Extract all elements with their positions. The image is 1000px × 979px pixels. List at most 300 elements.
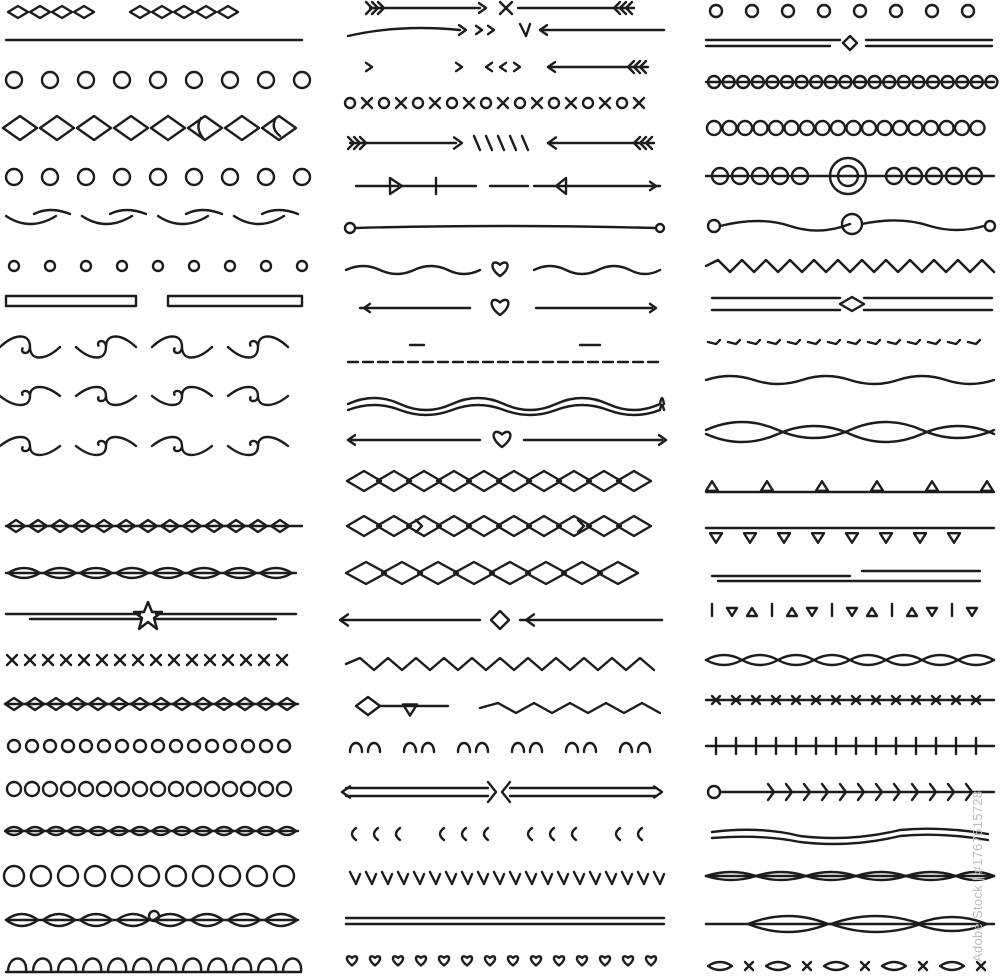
hook-mark	[352, 828, 356, 840]
arc-ornament	[158, 216, 208, 224]
o-mark	[549, 98, 559, 108]
heart-icon	[347, 956, 357, 965]
bead-circle	[862, 121, 876, 135]
curl-loop	[133, 959, 151, 973]
x-mark	[861, 962, 869, 970]
circle-link	[187, 782, 201, 796]
triangle-icon	[967, 608, 977, 616]
ellipse-link	[824, 962, 848, 970]
triangle-icon	[807, 608, 817, 616]
x-mark	[151, 655, 161, 665]
arrow-head	[502, 782, 510, 802]
loop-circle	[4, 866, 24, 886]
heart-icon	[623, 956, 633, 965]
bubble-arc	[584, 743, 596, 752]
hook-mark	[374, 828, 378, 840]
bubble-arc	[458, 743, 470, 752]
wave-line	[706, 376, 994, 384]
x-mark	[745, 962, 753, 970]
bead-circle	[847, 121, 861, 135]
loop-circle	[31, 866, 51, 886]
x-mark	[532, 98, 542, 108]
hook-mark	[462, 828, 466, 840]
arrow-chevron	[514, 63, 520, 71]
diamond-ornament	[188, 116, 222, 140]
circle-link	[25, 782, 39, 796]
o-mark	[515, 98, 525, 108]
circle-ornament	[222, 169, 238, 185]
pin-dot	[656, 224, 664, 232]
wave-line	[720, 221, 850, 231]
arc-ornament	[262, 210, 298, 214]
small-circle	[81, 261, 91, 271]
circle-ornament	[294, 72, 310, 88]
circle-link	[259, 782, 273, 796]
triangle-icon	[816, 481, 828, 491]
circle-link	[79, 782, 93, 796]
dash-fragment	[888, 340, 900, 344]
o-mark	[481, 98, 491, 108]
arrow-chevron	[456, 63, 462, 71]
small-circle	[261, 261, 271, 271]
curl-loop	[33, 959, 51, 973]
diamond-ornament	[77, 116, 111, 140]
loop-circle	[247, 866, 267, 886]
tick-mark	[366, 872, 376, 884]
circle-ornament	[114, 169, 130, 185]
tick-mark	[574, 872, 584, 884]
diamond-ornament	[225, 116, 259, 140]
circle-ornament	[42, 72, 58, 88]
circle-ornament	[42, 169, 58, 185]
triangle-icon	[710, 533, 722, 543]
x-mark	[223, 655, 233, 665]
circle-link	[242, 740, 254, 752]
curl-loop	[8, 959, 26, 973]
circle-link	[43, 782, 57, 796]
loop-circle	[166, 866, 186, 886]
ellipse-link	[766, 962, 790, 970]
hook-mark	[638, 828, 642, 840]
swirl-flourish	[76, 387, 136, 405]
circle-link	[224, 740, 236, 752]
x-mark	[241, 655, 251, 665]
o-mark	[345, 98, 355, 108]
circle-link	[205, 782, 219, 796]
diamond-ornament	[491, 611, 509, 629]
bead-circle	[738, 121, 752, 135]
circle-link	[115, 782, 129, 796]
arc-ornament	[234, 216, 284, 224]
ellipse-link	[940, 962, 964, 970]
heart-icon	[554, 956, 564, 965]
dash-fragment	[848, 340, 860, 344]
circle-ornament	[926, 5, 938, 17]
tick-mark	[398, 872, 408, 884]
x-mark	[277, 655, 287, 665]
triangle-icon	[927, 608, 937, 616]
circle-ornament	[854, 5, 866, 17]
rule-line	[356, 226, 656, 228]
x-mark	[919, 962, 927, 970]
tick-mark	[590, 872, 600, 884]
x-mark	[133, 655, 143, 665]
diamond-chain-link	[218, 6, 238, 18]
circle-ornament	[150, 169, 166, 185]
bubble-arc	[422, 743, 434, 752]
diamond-chain-link	[174, 6, 194, 18]
bead-circle	[971, 121, 985, 135]
hook-mark	[440, 828, 444, 840]
dash-fragment	[828, 340, 840, 344]
tick-mark	[510, 872, 520, 884]
swirl-flourish	[0, 437, 60, 455]
pin-dot	[345, 223, 355, 233]
bead-circle	[769, 121, 783, 135]
rough-wave	[712, 835, 988, 844]
bead-circle	[955, 121, 969, 135]
dash-fragment	[788, 340, 800, 344]
tick-mark	[478, 872, 488, 884]
arrow-chevron	[476, 26, 482, 34]
tick-mark	[638, 872, 648, 884]
circle-ornament	[6, 169, 22, 185]
tick-mark	[486, 136, 492, 150]
triangle-icon	[914, 533, 926, 543]
heart-icon	[492, 300, 509, 315]
heart-icon	[462, 956, 472, 965]
zigzag-line	[706, 260, 994, 272]
tick-mark	[498, 136, 504, 150]
diamond-chain-link	[526, 562, 566, 584]
bead-circle	[754, 121, 768, 135]
dash-fragment	[808, 340, 820, 344]
bead-circle	[940, 121, 954, 135]
x-mark	[61, 655, 71, 665]
curl-loop	[83, 959, 101, 973]
bubble-arc	[404, 743, 416, 752]
swirl-flourish	[228, 337, 288, 358]
bubble-arc	[638, 743, 650, 752]
bubble-arc	[530, 743, 542, 752]
curl-loop	[108, 959, 126, 973]
curl-loop	[158, 959, 176, 973]
small-circle	[45, 261, 55, 271]
scribble-line	[346, 658, 654, 670]
circle-link	[188, 740, 200, 752]
loop-circle	[85, 866, 105, 886]
arc-ornament	[6, 216, 56, 224]
triangle-icon	[880, 533, 892, 543]
circle-ornament	[222, 72, 238, 88]
wave-line	[862, 220, 984, 230]
small-circle	[189, 261, 199, 271]
x-mark	[115, 655, 125, 665]
diamond-chain-link	[52, 6, 72, 18]
circle-link	[133, 782, 147, 796]
heart-icon	[494, 432, 511, 447]
x-mark	[566, 98, 576, 108]
circle-ornament	[78, 72, 94, 88]
circle-ornament	[710, 5, 722, 17]
diamond-chain-link	[130, 6, 150, 18]
bead-circle	[924, 121, 938, 135]
small-circle	[297, 261, 307, 271]
pin-dot	[708, 786, 720, 798]
bead-circle	[909, 121, 923, 135]
x-mark	[25, 655, 35, 665]
heart-icon	[370, 956, 380, 965]
tick-mark	[654, 872, 664, 884]
bead-circle	[816, 121, 830, 135]
heart-icon	[416, 956, 426, 965]
x-mark	[79, 655, 89, 665]
x-mark	[259, 655, 269, 665]
bead-circle	[785, 121, 799, 135]
heart-icon	[393, 956, 403, 965]
swirl-flourish	[76, 437, 136, 455]
stock-watermark: Adobe Stock | #1767615728	[970, 790, 985, 962]
wave-line	[534, 266, 660, 274]
heart-icon	[485, 956, 495, 965]
triangle-icon	[812, 533, 824, 543]
diamond-ornament	[151, 116, 185, 140]
swirl-flourish	[228, 437, 288, 455]
dash-fragment	[948, 340, 960, 344]
bead-circle	[800, 121, 814, 135]
circle-ornament	[782, 5, 794, 17]
circle-link	[134, 740, 146, 752]
small-circle	[153, 261, 163, 271]
tick-mark	[350, 872, 360, 884]
pin-dot	[708, 220, 720, 232]
curl-loop	[258, 959, 276, 973]
swirl-flourish	[0, 387, 60, 405]
tick-mark	[510, 136, 516, 150]
dash-fragment	[968, 340, 980, 344]
x-mark	[43, 655, 53, 665]
circle-link	[277, 782, 291, 796]
circle-ornament	[6, 72, 22, 88]
circle-link	[170, 740, 182, 752]
tick-mark	[542, 872, 552, 884]
heart-icon	[439, 956, 449, 965]
x-mark	[396, 98, 406, 108]
star-icon	[134, 602, 162, 629]
circle-link	[44, 740, 56, 752]
circle-link	[97, 782, 111, 796]
diamond-hook	[416, 520, 422, 532]
diamond-ornament	[843, 36, 857, 50]
hook-mark	[396, 828, 400, 840]
triangle-icon	[761, 481, 773, 491]
circle-link	[152, 740, 164, 752]
wave-line	[346, 266, 480, 274]
diamond-chain-link	[8, 6, 28, 18]
tick-mark	[622, 872, 632, 884]
circle-ornament	[78, 169, 94, 185]
circle-link	[62, 740, 74, 752]
x-mark	[97, 655, 107, 665]
triangle-icon	[744, 533, 756, 543]
arc-ornament	[82, 216, 132, 224]
circle-link	[169, 782, 183, 796]
hook-mark	[572, 828, 576, 840]
loop-circle	[193, 866, 213, 886]
dash-fragment	[908, 340, 920, 344]
diamond-chain-link	[562, 562, 602, 584]
tick-mark	[494, 872, 504, 884]
triangle-icon	[981, 481, 993, 491]
diamond-chain-link	[346, 562, 386, 584]
small-circle	[225, 261, 235, 271]
tick-mark	[414, 872, 424, 884]
bubble-arc	[620, 743, 632, 752]
dash-fragment	[748, 340, 760, 344]
center-circle	[842, 214, 862, 234]
bead-circle	[723, 121, 737, 135]
arrow-chevron	[488, 26, 494, 34]
ellipse-link	[882, 962, 906, 970]
tick-mark	[522, 136, 528, 150]
diamond-ornament	[840, 297, 864, 311]
x-mark	[977, 962, 985, 970]
triangle-icon	[727, 608, 737, 616]
divider-layer	[0, 2, 997, 972]
tick-mark	[474, 136, 480, 150]
bubble-arc	[512, 743, 524, 752]
circle-link	[7, 782, 21, 796]
curl-loop	[58, 959, 76, 973]
triangle-icon	[847, 608, 857, 616]
small-circle	[117, 261, 127, 271]
loop-circle	[58, 866, 78, 886]
heart-icon	[508, 956, 518, 965]
bar-ornament	[168, 296, 302, 306]
diamond-chain-link	[30, 6, 50, 18]
x-mark	[7, 655, 17, 665]
arrow-notch	[520, 24, 530, 36]
diamond-chain-link	[454, 562, 494, 584]
small-circle	[9, 261, 19, 271]
pin-dot	[985, 221, 995, 231]
circle-ornament	[746, 5, 758, 17]
bubble-arc	[476, 743, 488, 752]
x-mark	[430, 98, 440, 108]
o-mark	[413, 98, 423, 108]
x-mark	[803, 962, 811, 970]
circle-ornament	[962, 5, 974, 17]
wave-line	[706, 422, 994, 438]
o-mark	[583, 98, 593, 108]
circle-link	[26, 740, 38, 752]
x-mark	[187, 655, 197, 665]
triangle-icon	[778, 533, 790, 543]
loop-circle	[139, 866, 159, 886]
tick-mark	[526, 872, 536, 884]
x-mark	[634, 98, 644, 108]
arrow-shaft	[348, 28, 460, 36]
o-mark	[379, 98, 389, 108]
x-mark	[464, 98, 474, 108]
triangle-icon	[867, 608, 877, 616]
dash-fragment	[728, 340, 740, 344]
x-mark	[600, 98, 610, 108]
triangle-icon	[706, 481, 718, 491]
heart-icon	[600, 956, 610, 965]
diamond-chain-link	[74, 6, 94, 18]
heart-icon	[492, 262, 507, 276]
curl-loop	[183, 959, 201, 973]
hook-mark	[616, 828, 620, 840]
swirl-flourish	[0, 337, 60, 358]
o-mark	[447, 98, 457, 108]
bubble-arc	[350, 743, 362, 752]
swirl-flourish	[76, 337, 136, 358]
diamond-ornament	[3, 116, 37, 140]
diamond-chain-link	[196, 6, 216, 18]
diamond-chain-link	[152, 6, 172, 18]
arrow-chevron	[366, 63, 372, 71]
loop-circle	[112, 866, 132, 886]
circle-link	[61, 782, 75, 796]
circle-ornament	[890, 5, 902, 17]
circle-ornament	[114, 72, 130, 88]
circle-link	[278, 740, 290, 752]
diamond-chain-link	[598, 562, 638, 584]
arrow-chevron	[500, 63, 506, 71]
tick-mark	[446, 872, 456, 884]
circle-link	[223, 782, 237, 796]
diamond-ornament	[40, 116, 74, 140]
tick-mark	[558, 872, 568, 884]
diamond-chain-link	[418, 562, 458, 584]
bar-ornament	[6, 296, 136, 306]
circle-link	[8, 740, 20, 752]
arrow-head	[488, 782, 496, 802]
hook-mark	[528, 828, 532, 840]
swirl-flourish	[152, 337, 212, 358]
circle-ornament	[150, 72, 166, 88]
curl-loop	[233, 959, 251, 973]
hook-mark	[484, 828, 488, 840]
curl-loop	[208, 959, 226, 973]
circle-link	[260, 740, 272, 752]
x-mark	[500, 2, 512, 14]
zigzag-line	[480, 703, 660, 713]
circle-ornament	[294, 169, 310, 185]
swirl-flourish	[152, 387, 212, 405]
arrow-head	[654, 786, 662, 797]
bead-circle	[893, 121, 907, 135]
triangle-icon	[846, 533, 858, 543]
swirl-flourish	[152, 437, 212, 455]
bead-circle	[707, 121, 721, 135]
triangle-icon	[907, 608, 917, 616]
o-mark	[617, 98, 627, 108]
diamond-ornament	[356, 697, 380, 715]
dash-fragment	[768, 340, 780, 344]
loop-circle	[274, 866, 294, 886]
arc-ornament	[110, 210, 146, 214]
triangle-icon	[948, 533, 960, 543]
x-mark	[362, 98, 372, 108]
bead-circle	[831, 121, 845, 135]
arrow-chevron	[486, 63, 492, 71]
tick-mark	[382, 872, 392, 884]
circle-ornament	[186, 169, 202, 185]
circle-ornament	[186, 72, 202, 88]
